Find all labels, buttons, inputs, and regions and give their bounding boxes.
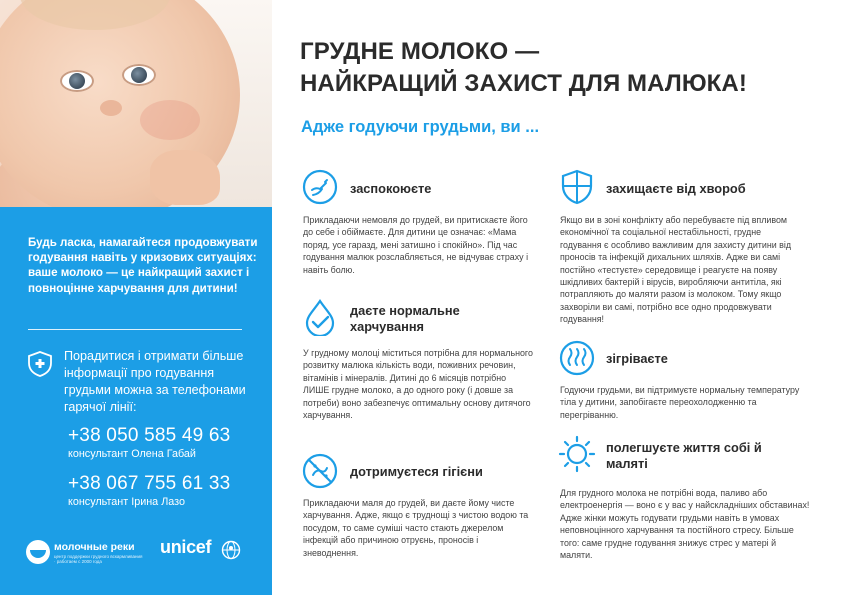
calm-icon: [301, 168, 339, 206]
section-body-warm: Годуючи грудьми, ви підтримуєте нормальну температуру тіла у дитини, запобігаєте переохолодженню та перегріванню.: [560, 385, 800, 420]
unicef-logo: unicef: [160, 537, 212, 557]
info-panel: [0, 207, 272, 595]
section-body-protect: Якщо ви в зоні конфлікту або перебуваєте під впливом економічної та соціальної нестабільності, грудне годування є особливо важливим для захисту дитини від проносів та інфекцій дихальних шляхів. Адже ви самі постійно «тестуєте» середовище і реагуєте на появу шкідливих бактерій і вірусів, виробляючи антитіла, які потрапляють до маляти разом із молоком. Тому якщо захворіли ви самі, потрібно все одно продовжувати годування!: [560, 215, 792, 325]
consultant-name-1: консультант Олена Габай: [68, 448, 196, 460]
warmth-icon: [558, 339, 596, 377]
divider: [28, 329, 242, 330]
section-title-calm: заспокоюєте: [350, 181, 432, 196]
section-title-ease: полегшуєте життя собі й маляті: [606, 440, 762, 471]
section-title-protect: захищаєте від хвороб: [606, 181, 746, 196]
medical-shield-icon: [28, 351, 52, 377]
consultant-name-2: консультант Ірина Лазо: [68, 496, 185, 508]
drop-logo-icon: [26, 540, 50, 564]
unicef-globe-icon: [221, 540, 241, 560]
drop-check-icon: [301, 298, 339, 336]
section-title-nutrition: даєте нормальне харчування: [350, 303, 460, 334]
phone-number-2[interactable]: +38 067 755 61 33: [68, 473, 231, 494]
section-title-hygiene: дотримуєтеся гігієни: [350, 464, 483, 479]
page-subtitle: Адже годуючи грудьми, ви ...: [301, 118, 540, 136]
shield-icon: [558, 168, 596, 206]
section-body-nutrition: У грудному молоці міститься потрібна для нормального розвитку малюка кількість води, поживних речовин, вітамінів і мінералів. Дитині до 6 місяців потрібно ЛИШЕ грудне молоко, а до одного року (і довше за потреби) воно забезпечує оптимальну основу дитячого харчування.: [303, 348, 533, 421]
left-column: [0, 0, 272, 595]
phone-number-1[interactable]: +38 050 585 49 63: [68, 425, 231, 446]
hotline-info: Порадитися і отримати більше інформації про годування грудьми можна за телефонами гарячої лінії:: [64, 349, 246, 414]
section-title-warm: зігріваєте: [606, 351, 668, 366]
section-body-ease: Для грудного молока не потрібні вода, паливо або електроенергія — воно є у вас у найскладніших обставинах! Адже жінки можуть годувати грудьми навіть в умовах неповноцінного харчування та постійного стресу. Більше того: саме грудне годування знижує стрес у матері й маляти.: [560, 488, 810, 561]
section-body-calm: Прикладаючи немовля до грудей, ви притискаєте його до себе і обіймаєте. Для дитини це означає: «Мама поряд, усе гаразд, мені затишно і спокійно». Під час годування малюк розслабляється, не відчуває страху і навіть болю.: [303, 215, 529, 275]
sun-icon: [558, 435, 596, 473]
page-title: ГРУДНЕ МОЛОКО — НАЙКРАЩИЙ ЗАХИСТ ДЛЯ МАЛЮКА!: [300, 38, 747, 97]
section-body-hygiene: Прикладаючи маля до грудей, ви даєте йому чисте харчування. Адже, якщо є труднощі з чистою водою та посудом, то саме суміші часто стають джерелом інфекцій або причиною отруєнь, проносів і зневоднення.: [303, 498, 529, 558]
hygiene-icon: [301, 452, 339, 490]
plea-text: Будь ласка, намагайтеся продовжувати годування навіть у кризових ситуаціях: ваше молоко — це найкращий захист і повноцінне харчування для дитини!: [28, 236, 258, 295]
baby-photo: [0, 0, 272, 207]
molochnye-reki-logo: молочные реки центр поддержки грудного вскармливания · работаем с 2000 года: [26, 540, 146, 566]
